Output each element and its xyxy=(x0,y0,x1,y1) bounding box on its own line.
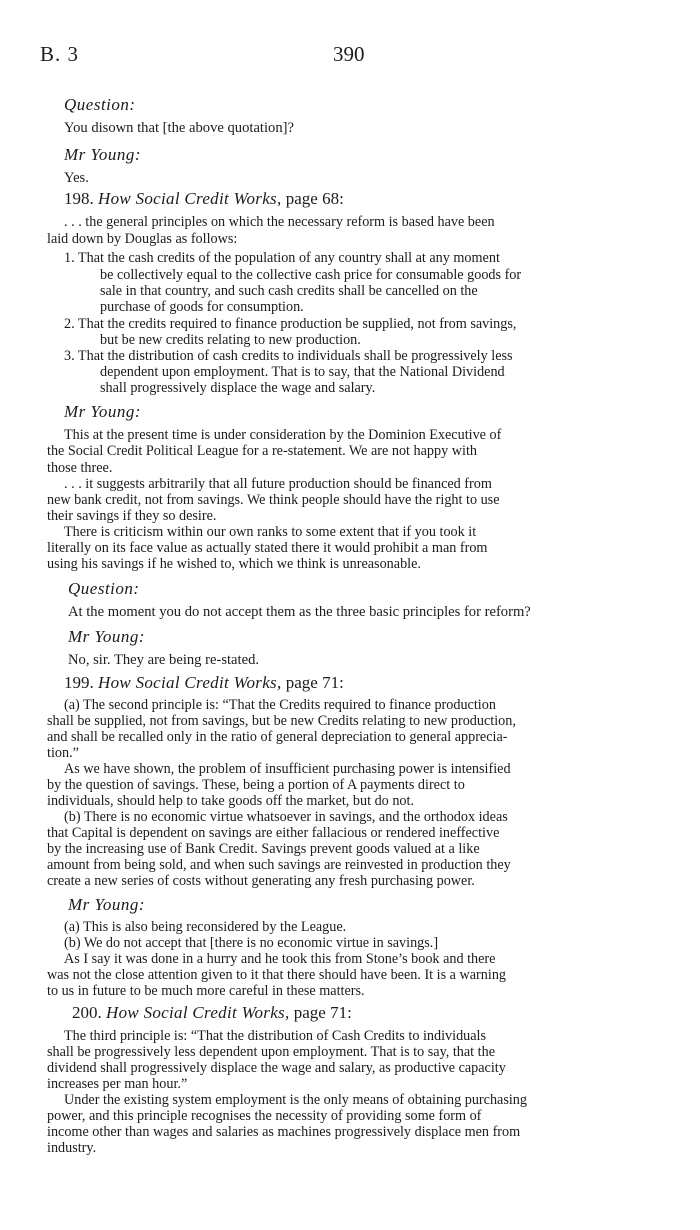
quote-line: shall progressively displace the wage and salary. xyxy=(100,380,376,396)
quote-line: to us in future to be much more careful in these matters. xyxy=(47,983,365,999)
volume-code: B. 3 xyxy=(40,42,80,66)
page-number: 390 xyxy=(333,42,365,66)
quote-line: purchase of goods for consumption. xyxy=(100,299,304,315)
book-title: How Social Credit Works, xyxy=(98,189,282,208)
quote-line: 3. That the distribution of cash credits to individuals shall be progressively less xyxy=(64,348,513,364)
paragraph: No, sir. They are being re-stated. xyxy=(68,652,260,668)
book-title: How Social Credit Works, xyxy=(106,1003,290,1022)
quote-line: (b) There is no economic virtue whatsoever in savings, and the orthodox ideas xyxy=(64,809,508,825)
page-reference: page 68: xyxy=(285,189,344,208)
quote-line: that Capital is dependent on savings are either fallacious or rendered ineffective xyxy=(47,825,500,841)
quote-line: As I say it was done in a hurry and he took this from Stone’s book and there xyxy=(64,951,496,967)
quote-line: dependent upon employment. That is to say, that the National Dividend xyxy=(100,364,505,380)
quote-line: their savings if they so desire. xyxy=(47,508,217,524)
paragraph: You disown that [the above quotation]? xyxy=(64,120,294,136)
quote-line: (b) We do not accept that [there is no economic virtue in savings.] xyxy=(64,935,439,951)
quote-line: income other than wages and salaries as machines progressively displace men from xyxy=(47,1124,521,1140)
quote-line: shall be progressively less dependent upon employment. That is to say, that the xyxy=(47,1044,495,1060)
quote-line: 2. That the credits required to finance production be supplied, not from savings, xyxy=(64,316,517,332)
quote-line: This at the present time is under consideration by the Dominion Executive of xyxy=(64,427,502,443)
quote-line: . . . the general principles on which the necessary reform is based have been xyxy=(64,214,495,230)
quote-line: . . . it suggests arbitrarily that all future production should be financed from xyxy=(64,476,492,492)
section-heading-200 xyxy=(72,1003,352,1023)
quote-line: create a new series of costs without generating any fresh purchasing power. xyxy=(47,873,475,889)
section-number: 200. xyxy=(72,1003,102,1022)
quote-line: those three. xyxy=(47,460,113,476)
page-reference: page 71: xyxy=(293,1003,352,1022)
paragraph: Yes. xyxy=(64,170,89,186)
quote-line: be collectively equal to the collective cash price for consumable goods for xyxy=(100,267,522,283)
quote-line: (a) The second principle is: “That the Credits required to finance production xyxy=(64,697,496,713)
quote-line: sale in that country, and such cash credits shall be cancelled on the xyxy=(100,283,478,299)
quote-line: but be new credits relating to new production. xyxy=(100,332,361,348)
quote-line: laid down by Douglas as follows: xyxy=(47,231,238,247)
quote-line: by the question of savings. These, being a portion of A payments direct to xyxy=(47,777,465,793)
speaker-mr-young: Mr Young: xyxy=(68,627,146,646)
quote-line: As we have shown, the problem of insufficient purchasing power is intensified xyxy=(64,761,511,777)
speaker-mr-young: Mr Young: xyxy=(64,145,142,164)
quote-line: amount from being sold, and when such savings are reinvested in production they xyxy=(47,857,511,873)
book-title: How Social Credit Works, xyxy=(98,673,282,692)
quote-line: using his savings if he wished to, which we think is unreasonable. xyxy=(47,556,421,572)
quote-line: was not the close attention given to it that there should have been. It is a warning xyxy=(47,967,507,983)
section-number: 198. xyxy=(64,189,94,208)
quote-line: individuals, should help to take goods off the market, but do not. xyxy=(47,793,414,809)
quote-line: (a) This is also being reconsidered by the League. xyxy=(64,919,347,935)
section-heading-198 xyxy=(64,189,344,209)
quote-line: new bank credit, not from savings. We think people should have the right to use xyxy=(47,492,500,508)
paragraph: At the moment you do not accept them as the three basic principles for reform? xyxy=(68,604,531,620)
quote-line: power, and this principle recognises the necessity of providing some form of xyxy=(47,1108,482,1124)
speaker-question: Question: xyxy=(68,579,140,598)
quote-line: by the increasing use of Bank Credit. Savings prevent goods valued at a like xyxy=(47,841,480,857)
quote-line: dividend shall progressively displace the wage and salary, as productive capacity xyxy=(47,1060,506,1076)
quote-line: increases per man hour.” xyxy=(47,1076,188,1092)
speaker-mr-young: Mr Young: xyxy=(68,895,146,914)
quote-line: The third principle is: “That the distribution of Cash Credits to individuals xyxy=(64,1028,487,1044)
speaker-question: Question: xyxy=(64,95,136,114)
speaker-mr-young: Mr Young: xyxy=(64,402,142,421)
quote-line: shall be supplied, not from savings, but be new Credits relating to new production, xyxy=(47,713,516,729)
quote-line: Under the existing system employment is the only means of obtaining purchasing xyxy=(64,1092,527,1108)
quote-line: 1. That the cash credits of the population of any country shall at any moment xyxy=(64,250,500,266)
section-heading-199 xyxy=(64,673,344,693)
quote-line: tion.” xyxy=(47,745,79,761)
section-number: 199. xyxy=(64,673,94,692)
quote-line: the Social Credit Political League for a re-statement. We are not happy with xyxy=(47,443,477,459)
quote-line: literally on its face value as actually stated there it would prohibit a man from xyxy=(47,540,488,556)
quote-line: There is criticism within our own ranks to some extent that if you took it xyxy=(64,524,477,540)
quote-line: and shall be recalled only in the ratio of general depreciation to general apprecia- xyxy=(47,729,508,745)
quote-line: industry. xyxy=(47,1140,97,1156)
page-reference: page 71: xyxy=(285,673,344,692)
